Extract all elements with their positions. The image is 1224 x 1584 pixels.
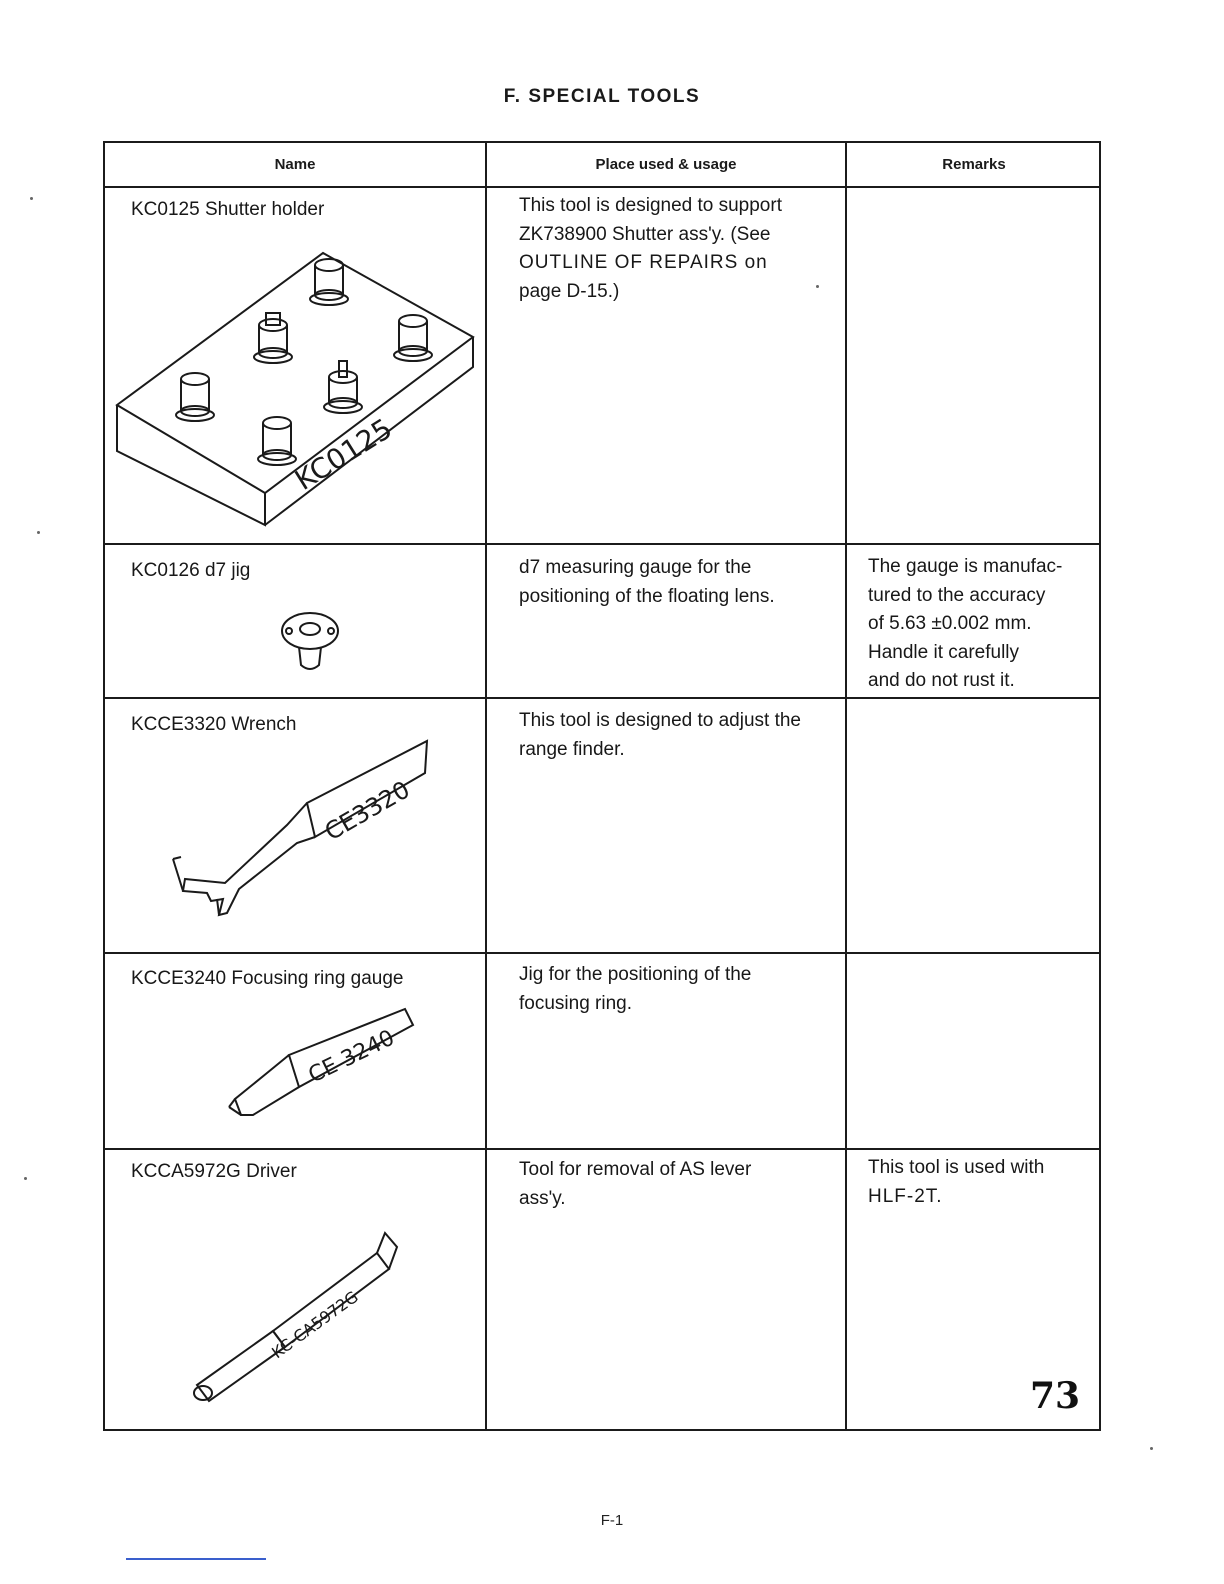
usage-line: Tool for removal of AS lever [519,1159,752,1180]
remark-line: Handle it carefully [868,641,1020,663]
header-name: Name [274,156,316,173]
tool-name: KC0126 d7 jig [131,560,251,581]
scan-speck [30,197,33,200]
tool-image-label: KC0125 [289,411,398,497]
focusing-ring-gauge-drawing [223,1003,423,1127]
usage-line: OUTLINE OF REPAIRS on [519,252,768,273]
usage-line: focusing ring. [519,992,633,1014]
tool-name: KC0125 Shutter holder [131,199,325,220]
scan-speck [24,1177,27,1180]
row-divider [105,1148,1101,1150]
remark-line: HLF-2T. [868,1185,943,1207]
row-divider [105,952,1101,954]
tool-usage [519,1156,859,1213]
usage-line: This tool is designed to support [519,195,782,216]
usage-line: Jig for the positioning of the [519,964,752,985]
handwritten-page-mark: 73 [1030,1375,1081,1417]
row-divider [105,697,1101,699]
usage-line: ass'y. [519,1187,566,1209]
usage-line: d7 measuring gauge for the [519,557,752,578]
header-usage: Place used & usage [595,156,737,173]
driver-drawing [177,1225,407,1405]
special-tools-table [103,141,1101,1431]
column-divider [485,143,487,1429]
underline-mark [126,1558,266,1560]
scan-speck [37,531,40,534]
tool-usage [519,554,859,611]
tool-remarks [868,553,1088,696]
table-header [105,143,1099,188]
d7-jig-drawing [277,603,343,679]
tool-remarks [868,1154,1088,1211]
column-divider [845,143,847,1429]
usage-line: positioning of the floating lens. [519,585,775,607]
tool-image-label: CE3320 [320,775,415,847]
usage-line: This tool is designed to adjust the [519,710,802,731]
tool-usage [519,707,859,764]
page-number: F-1 [600,1512,624,1529]
remark-line: The gauge is manufac- [868,556,1063,577]
usage-line: range finder. [519,738,625,760]
remark-line: This tool is used with [868,1157,1045,1178]
remark-line: and do not rust it. [868,670,1015,691]
tool-name: KCCE3320 Wrench [131,714,297,735]
row-divider [105,543,1101,545]
shutter-holder-drawing [113,243,483,533]
tool-name: KCCE3240 Focusing ring gauge [131,968,404,989]
header-remarks: Remarks [942,156,1006,173]
tool-usage [519,961,859,1018]
tool-image-label: KC-CA5972G [268,1287,362,1363]
tool-usage [519,192,859,306]
remark-line: of 5.63 ±0.002 mm. [868,613,1032,634]
wrench-drawing [167,733,437,923]
usage-line: ZK738900 Shutter ass'y. (See [519,223,771,245]
usage-line: page D-15.) [519,280,620,302]
page-title: F. SPECIAL TOOLS [503,86,701,107]
tool-image-label: CE 3240 [304,1025,399,1089]
scan-speck [816,285,819,288]
tool-name: KCCA5972G Driver [131,1161,297,1182]
scan-speck [1150,1447,1153,1450]
remark-line: tured to the accuracy [868,584,1046,606]
